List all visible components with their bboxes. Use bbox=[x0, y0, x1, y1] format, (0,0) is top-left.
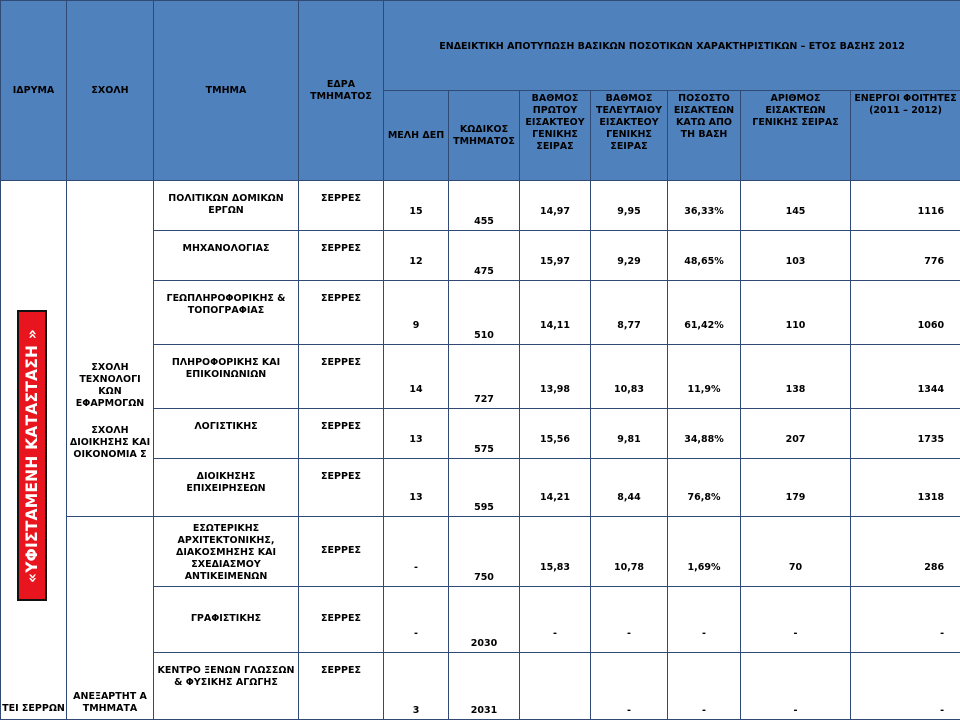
col-header-dep-members: ΜΕΛΗ ΔΕΠ bbox=[384, 91, 449, 181]
last-grade: 9,81 bbox=[591, 409, 668, 459]
active-students: 1344 bbox=[851, 345, 960, 409]
last-grade: 9,29 bbox=[591, 231, 668, 281]
active-students: - bbox=[851, 653, 960, 720]
department-name: ΠΛΗΡΟΦΟΡΙΚΗΣ ΚΑΙ ΕΠΙΚΟΙΝΩΝΙΩΝ bbox=[154, 345, 299, 409]
col-header-department: ΤΜΗΜΑ bbox=[154, 1, 299, 181]
below-base-pct: 76,8% bbox=[668, 459, 741, 517]
last-grade: 10,83 bbox=[591, 345, 668, 409]
school-label-management: ΣΧΟΛΗ ΔΙΟΙΚΗΣΗΣ ΚΑΙ ΟΙΚΟΝΟΜΙΑ Σ bbox=[67, 425, 153, 461]
active-students: 1060 bbox=[851, 281, 960, 345]
last-grade: 8,44 bbox=[591, 459, 668, 517]
school-label-independent: ΑΝΕΞΑΡΤΗΤ Α ΤΜΗΜΑΤΑ bbox=[67, 691, 153, 715]
col-header-institution: ΙΔΡΥΜΑ bbox=[1, 1, 67, 181]
below-base-pct: 48,65% bbox=[668, 231, 741, 281]
active-students: 776 bbox=[851, 231, 960, 281]
department-name: ΚΕΝΤΡΟ ΞΕΝΩΝ ΓΛΩΣΣΩΝ & ΦΥΣΙΚΗΣ ΑΓΩΓΗΣ bbox=[154, 653, 299, 720]
department-seat: ΣΕΡΡΕΣ bbox=[299, 409, 384, 459]
dept-code: 510 bbox=[449, 281, 520, 345]
col-header-school: ΣΧΟΛΗ bbox=[67, 1, 154, 181]
admitted-count: 138 bbox=[741, 345, 851, 409]
dep-members: 12 bbox=[384, 231, 449, 281]
school-cell-independent bbox=[67, 517, 154, 720]
first-grade: 14,97 bbox=[520, 181, 591, 231]
below-base-pct: - bbox=[668, 653, 741, 720]
active-students: 1318 bbox=[851, 459, 960, 517]
dept-code: 595 bbox=[449, 459, 520, 517]
dept-code: 2031 bbox=[449, 653, 520, 720]
dept-code: 750 bbox=[449, 517, 520, 587]
dept-code: 475 bbox=[449, 231, 520, 281]
dep-members: - bbox=[384, 517, 449, 587]
admitted-count: 179 bbox=[741, 459, 851, 517]
first-grade: 15,56 bbox=[520, 409, 591, 459]
dep-members: 15 bbox=[384, 181, 449, 231]
first-grade bbox=[520, 653, 591, 720]
admitted-count: 207 bbox=[741, 409, 851, 459]
institution-cell bbox=[1, 181, 67, 720]
department-seat: ΣΕΡΡΕΣ bbox=[299, 281, 384, 345]
department-name: ΕΣΩΤΕΡΙΚΗΣ ΑΡΧΙΤΕΚΤΟΝΙΚΗΣ, ΔΙΑΚΟΣΜΗΣΗΣ ΚΑΙ ΣΧΕΔΙΑΣΜΟΥ ΑΝΤΙΚΕΙΜΕΝΩΝ bbox=[154, 517, 299, 587]
admitted-count: 145 bbox=[741, 181, 851, 231]
school-cell-group bbox=[67, 181, 154, 517]
first-grade: 13,98 bbox=[520, 345, 591, 409]
active-students: - bbox=[851, 587, 960, 653]
admitted-count: 110 bbox=[741, 281, 851, 345]
last-grade: - bbox=[591, 653, 668, 720]
dep-members: - bbox=[384, 587, 449, 653]
dept-code: 727 bbox=[449, 345, 520, 409]
col-header-below-base-pct: ΠΟΣΟΣΤΟ ΕΙΣΑΚΤΕΩΝ ΚΑΤΩ ΑΠΟ ΤΗ ΒΑΣΗ bbox=[668, 91, 741, 181]
dep-members: 13 bbox=[384, 459, 449, 517]
active-students: 1116 bbox=[851, 181, 960, 231]
last-grade: 8,77 bbox=[591, 281, 668, 345]
last-grade: 9,95 bbox=[591, 181, 668, 231]
admitted-count: 103 bbox=[741, 231, 851, 281]
department-name: ΜΗΧΑΝΟΛΟΓΙΑΣ bbox=[154, 231, 299, 281]
active-students: 286 bbox=[851, 517, 960, 587]
dept-code: 2030 bbox=[449, 587, 520, 653]
below-base-pct: 36,33% bbox=[668, 181, 741, 231]
admitted-count: - bbox=[741, 587, 851, 653]
department-seat: ΣΕΡΡΕΣ bbox=[299, 653, 384, 720]
admitted-count: - bbox=[741, 653, 851, 720]
dept-code: 575 bbox=[449, 409, 520, 459]
school-label-technology: ΣΧΟΛΗ ΤΕΧΝΟΛΟΓΙ ΚΩΝ ΕΦΑΡΜΟΓΩΝ bbox=[67, 362, 153, 410]
table-row bbox=[1, 517, 960, 587]
below-base-pct: 61,42% bbox=[668, 281, 741, 345]
department-name: ΓΕΩΠΛΗΡΟΦΟΡΙΚΗΣ & ΤΟΠΟΓΡΑΦΙΑΣ bbox=[154, 281, 299, 345]
dep-members: 3 bbox=[384, 653, 449, 720]
col-header-last-grade: ΒΑΘΜΟΣ ΤΕΛΕΥΤΑΙΟΥ ΕΙΣΑΚΤΕΟΥ ΓΕΝΙΚΗΣ ΣΕΙΡΑΣ bbox=[591, 91, 668, 181]
first-grade: 14,11 bbox=[520, 281, 591, 345]
below-base-pct: 1,69% bbox=[668, 517, 741, 587]
col-header-admitted-count: ΑΡΙΘΜΟΣ ΕΙΣΑΚΤΕΩΝ ΓΕΝΙΚΗΣ ΣΕΙΡΑΣ bbox=[741, 91, 851, 181]
dep-members: 14 bbox=[384, 345, 449, 409]
dep-members: 13 bbox=[384, 409, 449, 459]
active-students: 1735 bbox=[851, 409, 960, 459]
col-header-active-students: ΕΝΕΡΓΟΙ ΦΟΙΤΗΤΕΣ (2011 – 2012) bbox=[851, 91, 960, 181]
dep-members: 9 bbox=[384, 281, 449, 345]
first-grade: 15,97 bbox=[520, 231, 591, 281]
department-seat: ΣΕΡΡΕΣ bbox=[299, 345, 384, 409]
department-seat: ΣΕΡΡΕΣ bbox=[299, 459, 384, 517]
department-seat: ΣΕΡΡΕΣ bbox=[299, 231, 384, 281]
department-seat: ΣΕΡΡΕΣ bbox=[299, 517, 384, 587]
status-banner: «ΥΦΙΣΤΑΜΕΝΗ ΚΑΤΑΣΤΑΣΗ » bbox=[17, 310, 47, 601]
first-grade: 15,83 bbox=[520, 517, 591, 587]
department-seat: ΣΕΡΡΕΣ bbox=[299, 181, 384, 231]
col-header-seat: ΕΔΡΑ ΤΜΗΜΑΤΟΣ bbox=[299, 1, 384, 181]
below-base-pct: 11,9% bbox=[668, 345, 741, 409]
first-grade: - bbox=[520, 587, 591, 653]
span-header-title: ΕΝΔΕΙΚΤΙΚΗ ΑΠΟΤΥΠΩΣΗ ΒΑΣΙΚΩΝ ΠΟΣΟΤΙΚΩΝ ΧΑΡΑΚΤΗΡΙΣΤΙΚΩΝ – ΕΤΟΣ ΒΑΣΗΣ 2012 bbox=[384, 1, 960, 91]
admitted-count: 70 bbox=[741, 517, 851, 587]
last-grade: - bbox=[591, 587, 668, 653]
institution-label: ΤΕΙ ΣΕΡΡΩΝ bbox=[1, 703, 66, 715]
col-header-first-grade: ΒΑΘΜΟΣ ΠΡΩΤΟΥ ΕΙΣΑΚΤΕΟΥ ΓΕΝΙΚΗΣ ΣΕΙΡΑΣ bbox=[520, 91, 591, 181]
first-grade: 14,21 bbox=[520, 459, 591, 517]
department-seat: ΣΕΡΡΕΣ bbox=[299, 587, 384, 653]
below-base-pct: - bbox=[668, 587, 741, 653]
table-row bbox=[1, 181, 960, 231]
department-name: ΔΙΟΙΚΗΣΗΣ ΕΠΙΧΕΙΡΗΣΕΩΝ bbox=[154, 459, 299, 517]
department-name: ΠΟΛΙΤΙΚΩΝ ΔΟΜΙΚΩΝ ΕΡΓΩΝ bbox=[154, 181, 299, 231]
dept-code: 455 bbox=[449, 181, 520, 231]
below-base-pct: 34,88% bbox=[668, 409, 741, 459]
last-grade: 10,78 bbox=[591, 517, 668, 587]
department-name: ΛΟΓΙΣΤΙΚΗΣ bbox=[154, 409, 299, 459]
col-header-dept-code: ΚΩΔΙΚΟΣ ΤΜΗΜΑΤΟΣ bbox=[449, 91, 520, 181]
department-name: ΓΡΑΦΙΣΤΙΚΗΣ bbox=[154, 587, 299, 653]
